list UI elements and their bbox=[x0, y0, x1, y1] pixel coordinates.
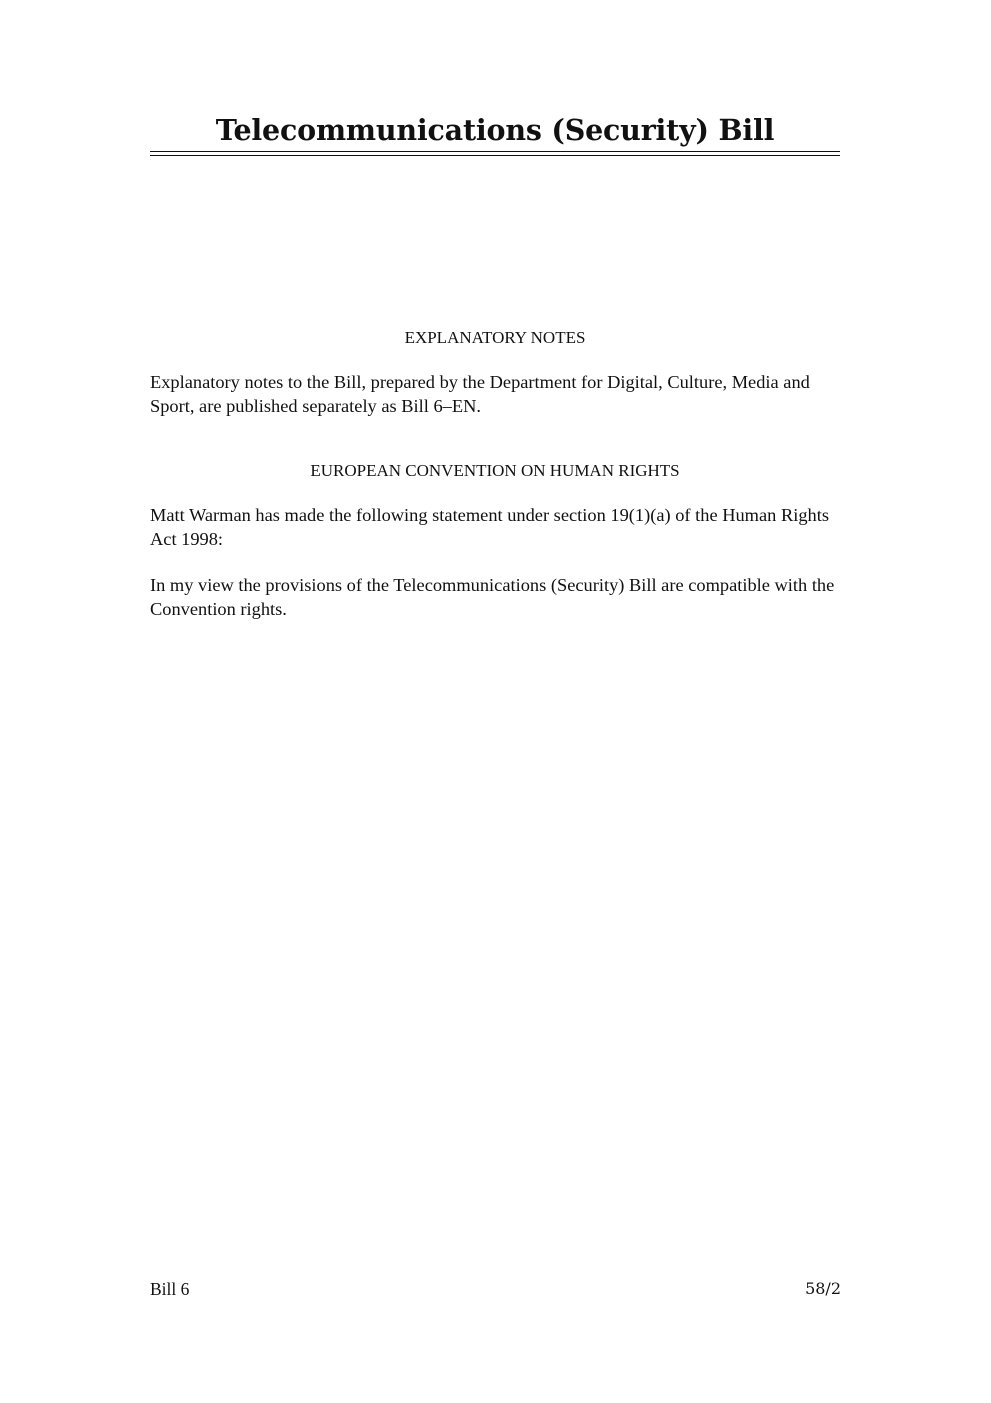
footer-print-reference: 58/2 bbox=[805, 1279, 841, 1298]
bill-title: Telecommunications (Security) Bill bbox=[215, 113, 775, 147]
footer-bill-number: Bill 6 bbox=[150, 1279, 190, 1299]
echr-compatibility-paragraph: In my view the provisions of the Telecommunications (Security) Bill are compatible with the Convention rights. bbox=[150, 575, 835, 619]
explanatory-notes-heading: EXPLANATORY NOTES bbox=[404, 328, 586, 347]
echr-heading: EUROPEAN CONVENTION ON HUMAN RIGHTS bbox=[310, 461, 680, 480]
echr-statement-paragraph: Matt Warman has made the following statement under section 19(1)(a) of the Human Rights Act 1998: bbox=[150, 505, 829, 549]
title-rule-upper bbox=[150, 151, 840, 152]
explanatory-notes-paragraph: Explanatory notes to the Bill, prepared by the Department for Digital, Culture, Media and Sport, are published separately as Bill 6–EN. bbox=[150, 372, 810, 416]
title-rule-lower bbox=[150, 155, 840, 156]
